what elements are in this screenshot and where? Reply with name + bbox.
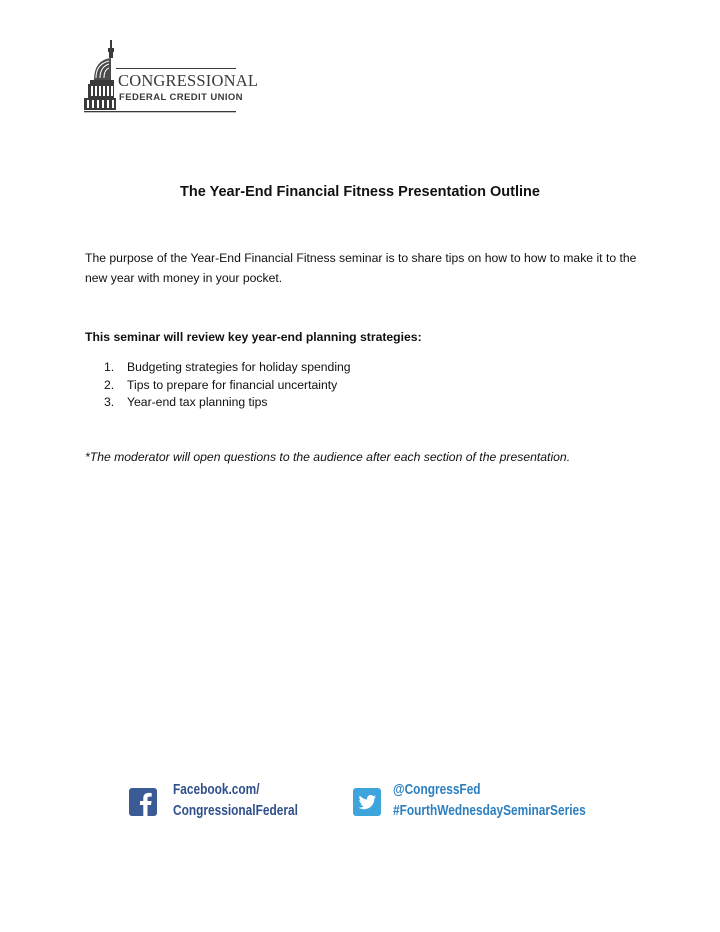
list-number: 2. (104, 377, 115, 392)
facebook-icon (129, 788, 157, 816)
list-text: Tips to prepare for financial uncertainty (127, 377, 338, 392)
facebook-url-line1: Facebook.com/ (173, 782, 260, 798)
strategies-list (104, 359, 351, 412)
twitter-hashtag: #FourthWednesdaySeminarSeries (393, 803, 586, 819)
twitter-text (393, 780, 586, 822)
list-text: Budgeting strategies for holiday spending (127, 360, 351, 374)
twitter-handle: @CongressFed (393, 782, 481, 798)
moderator-note: *The moderator will open questions to the audience after each section of the presentation. (85, 450, 571, 464)
logo-subtitle: FEDERAL CREDIT UNION (119, 92, 243, 103)
list-text: Year-end tax planning tips (127, 395, 268, 409)
purpose-paragraph: The purpose of the Year-End Financial Fitness seminar is to share tips on how to how to make it to the new year with money in your pocket. (85, 251, 637, 285)
facebook-url-line2: CongressionalFederal (173, 803, 298, 819)
twitter-icon (353, 788, 381, 816)
logo-wordmark: CONGRESSIONAL (118, 71, 259, 90)
strategies-heading: This seminar will review key year-end planning strategies: (85, 330, 422, 344)
congressional-logo (84, 40, 259, 114)
document-title: The Year-End Financial Fitness Presentation Outline (180, 184, 540, 200)
list-item (104, 359, 351, 377)
list-item (104, 377, 351, 395)
list-number: 1. (104, 360, 115, 374)
list-number: 3. (104, 395, 115, 409)
facebook-text (173, 780, 298, 822)
list-item (104, 394, 351, 412)
